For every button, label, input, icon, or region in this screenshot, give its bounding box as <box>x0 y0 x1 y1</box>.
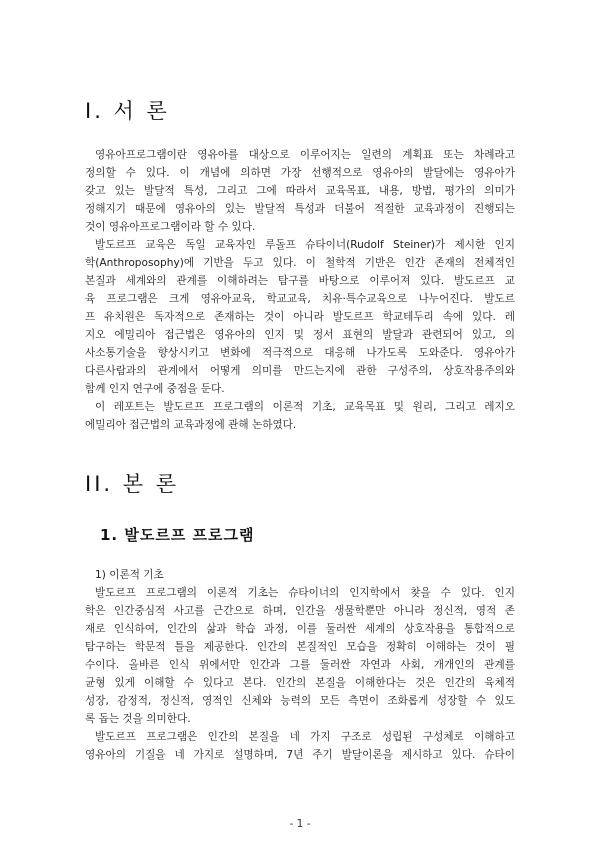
page-number: - 1 - <box>289 818 311 830</box>
subsection-title: 1) 이론적 기초 <box>95 569 164 581</box>
text-line: 본질과 세계와의 관계를 이해하려는 탐구를 바탕으로 이루어져 있다. 발도르프 교 <box>85 275 515 287</box>
text-line: 다른사람과의 관계에서 어떻게 의미를 만드는지에 관한 구성주의, 상호작용주의와 <box>85 365 515 377</box>
text-line: 함께 인지 연구에 중점을 둔다. <box>85 383 225 395</box>
text-line: 탐구하는 학문적 틀을 제공한다. 인간의 본질적인 모습을 정확히 이해하는 것이 필 <box>85 641 515 653</box>
subsection-heading: 1. 발도르프 프로그램 <box>100 526 255 544</box>
text-line: 영유아의 기질을 네 가지로 설명하며, 7년 주기 발달이론을 제시하고 있다. 슈타이 <box>85 749 515 761</box>
section-heading-introduction: I. 서 론 <box>85 99 170 123</box>
section-heading-main-body: II. 본 론 <box>85 472 179 496</box>
text-line: 것이 영유아프로그램이라 할 수 있다. <box>85 221 256 233</box>
text-line: 정해지기 때문에 영유아의 있는 발달적 특성과 더불어 적절한 교육과정이 진행되는 <box>85 203 515 215</box>
text-line: 성장, 감정적, 정신적, 영적인 신체와 능력의 모든 측면이 조화롭게 성장할 수 있도 <box>85 695 515 707</box>
text-line: 균형 있게 이해할 수 있다고 본다. 인간의 본질을 이해한다는 것은 인간의 육체적 <box>85 677 515 689</box>
text-line: 지오 에밀리아 접근법은 영유아의 인지 및 정서 표현의 발달과 관련되어 있고, 의 <box>85 329 515 341</box>
text-line: 육 프로그램은 크게 영유아교육, 학교교육, 치유·특수교육으로 나누어진다. 발도르 <box>85 293 515 305</box>
text-line: 재로 인식하여, 인간의 삶과 학습 과정, 이를 둘러싼 세계의 상호작용을 통합적으로 <box>85 623 515 635</box>
text-line: 정의할 수 있다. 이 개념에 의하면 가장 선행적으로 영유아의 발달에는 영유아가 <box>85 167 515 179</box>
text-line: 발도르프 프로그램의 이론적 기초는 슈타이너의 인지학에서 찾을 수 있다. 인지 <box>95 587 515 599</box>
text-line: 수이다. 올바른 인식 위에서만 인간과 그를 둘러싼 자연과 사회, 개개인의 관계를 <box>85 659 515 671</box>
text-line: 에밀리아 접근법의 교육과정에 관해 논하였다. <box>85 419 297 431</box>
text-line: 영유아프로그램이란 영유아를 대상으로 이루어지는 일련의 계획표 또는 차례라고 <box>95 149 515 161</box>
text-line: 발도르프 프로그램은 인간의 본질을 네 가지 구조로 성립된 구성체로 이해하고 <box>95 731 515 743</box>
text-line: 학(Anthroposophy)에 기반을 두고 있다. 이 철학적 기반은 인간 존재의 전체적인 <box>85 257 515 269</box>
text-line: 록 돕는 것을 의미한다. <box>85 713 191 725</box>
text-line: 사소통기술을 향상시키고 변화에 적극적으로 대응해 나가도록 도와준다. 영유아가 <box>85 347 515 359</box>
text-line: 이 레포트는 발도르프 프로그램의 이론적 기초, 교육목표 및 원리, 그리고 레지오 <box>95 401 515 413</box>
text-line: 프 유치원은 독자적으로 존재하는 것이 아니라 발도르프 학교테두리 속에 있다. 레 <box>85 311 515 323</box>
text-line: 발도르프 교육은 독일 교육자인 루돌프 슈타이너(Rudolf Steiner)가 제시한 인지 <box>95 239 515 251</box>
text-line: 갖고 있는 발달적 특성, 그리고 그에 따라서 교육목표, 내용, 방법, 평가의 의미가 <box>85 185 515 197</box>
text-line: 학은 인간중심적 사고를 근간으로 하며, 인간을 생물학뿐만 아니라 정신적, 영적 존 <box>85 605 515 617</box>
